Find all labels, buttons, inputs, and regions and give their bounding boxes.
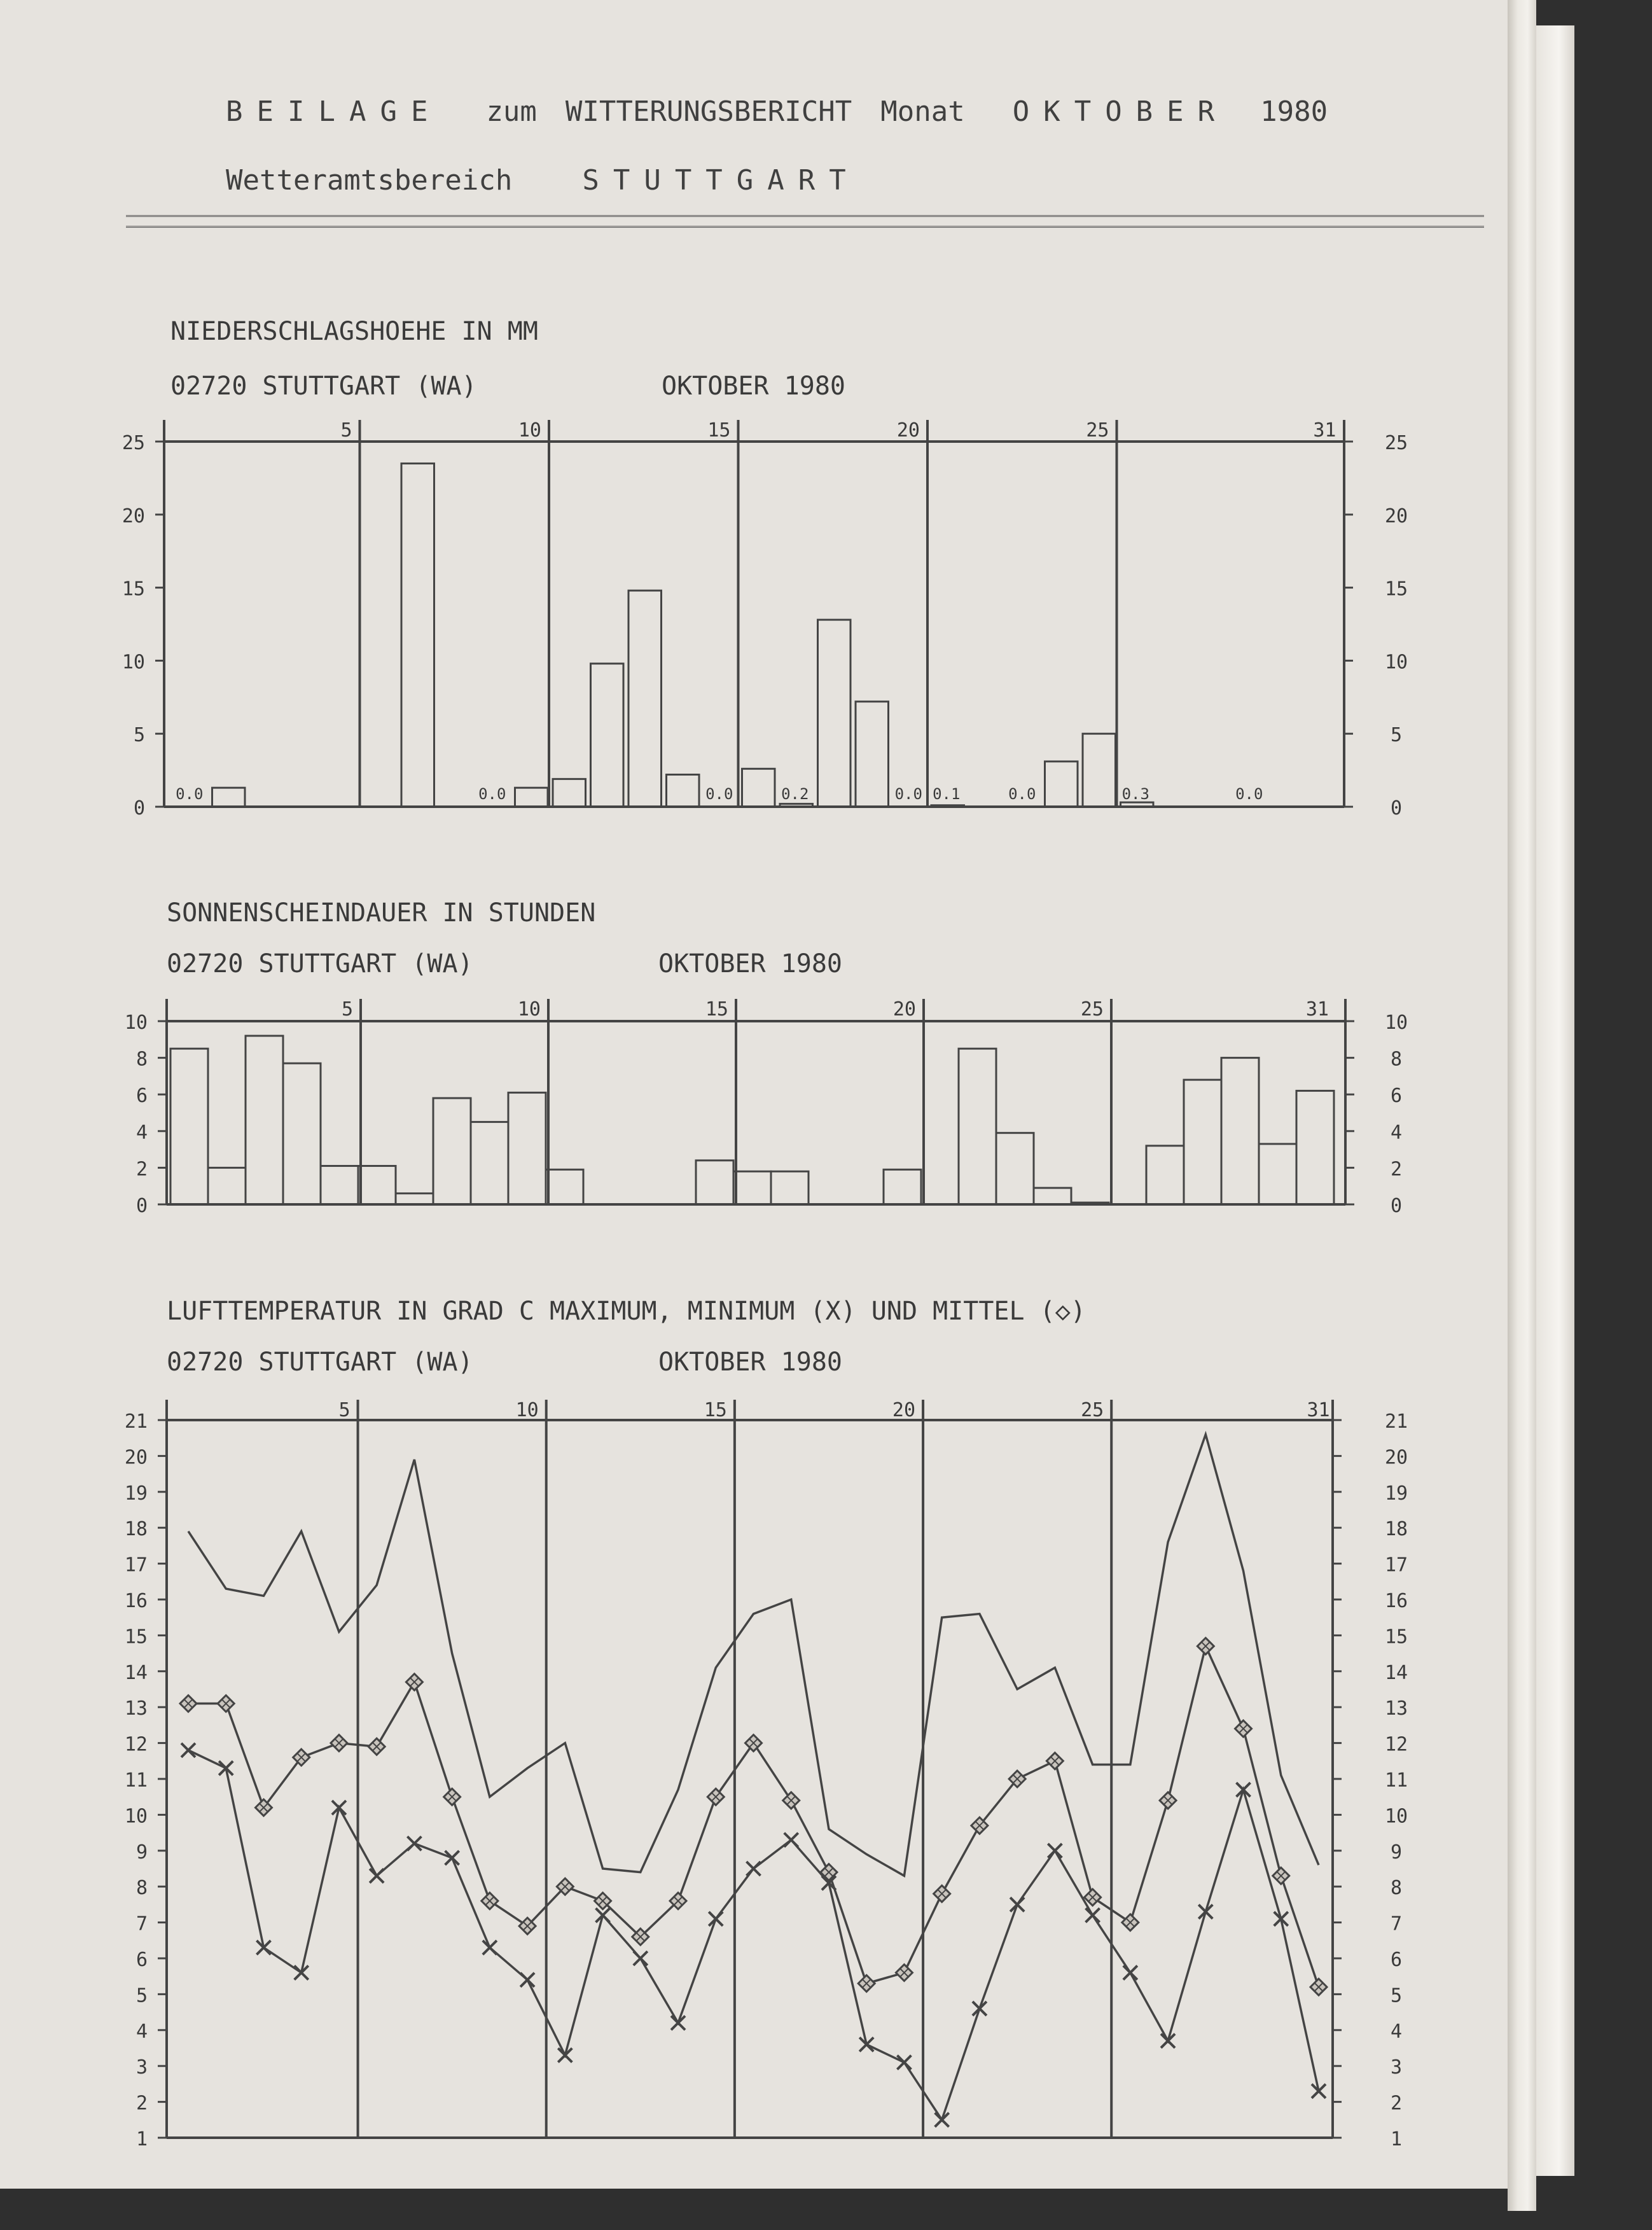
y-tick-label-left: 4 bbox=[135, 2020, 148, 2043]
day-marker-label: 15 bbox=[707, 419, 731, 442]
y-tick-label-right: 10 bbox=[1384, 651, 1408, 674]
sunshine-title: SONNENSCHEINDAUER IN STUNDEN bbox=[167, 898, 596, 928]
sunshine-bar bbox=[170, 1049, 208, 1204]
precipitation-bar bbox=[742, 769, 775, 807]
precipitation-station: 02720 STUTTGART (WA) bbox=[170, 372, 477, 401]
sunshine-bar bbox=[283, 1063, 321, 1204]
precipitation-bar bbox=[1121, 802, 1154, 807]
temperature-minimum-point bbox=[935, 2113, 949, 2127]
sunshine-bar bbox=[1221, 1058, 1259, 1204]
day-marker-label: 31 bbox=[1305, 998, 1329, 1021]
precipitation-bars bbox=[176, 463, 1263, 807]
temperature-minimum-point bbox=[1198, 1905, 1212, 1919]
day-marker-label: 15 bbox=[705, 998, 728, 1021]
sunshine-bar bbox=[696, 1160, 733, 1204]
temperature-title: LUFTTEMPERATUR IN GRAD C MAXIMUM, MINIMUM (X) UND MITTEL (◇) bbox=[167, 1297, 1086, 1326]
y-tick-label-right: 6 bbox=[1390, 1085, 1403, 1108]
day-marker-label: 10 bbox=[515, 1399, 539, 1421]
month-label: OKTOBER bbox=[1012, 95, 1229, 128]
y-tick-label-left: 10 bbox=[124, 1012, 148, 1034]
y-tick-label-left: 5 bbox=[135, 1984, 148, 2007]
beilage-label: BEILAGE bbox=[226, 95, 442, 128]
y-tick-label-right: 15 bbox=[1384, 578, 1408, 601]
y-tick-label-left: 10 bbox=[121, 651, 145, 674]
precipitation-bar bbox=[553, 779, 586, 807]
day-marker-label: 5 bbox=[341, 998, 353, 1021]
y-tick-label-right: 20 bbox=[1384, 1446, 1408, 1469]
day-marker-label: 20 bbox=[896, 419, 920, 442]
y-tick-label-right: 17 bbox=[1384, 1554, 1408, 1577]
precipitation-value-label: 0.0 bbox=[176, 785, 204, 803]
temperature-minimum-point bbox=[1048, 1844, 1062, 1858]
precipitation-value-label: 0.0 bbox=[1008, 785, 1036, 803]
y-tick-label-right: 8 bbox=[1390, 1048, 1403, 1071]
y-tick-label-right: 13 bbox=[1384, 1697, 1408, 1720]
y-tick-label-left: 25 bbox=[121, 432, 145, 454]
y-tick-label-left: 5 bbox=[133, 724, 145, 747]
precipitation-value-label: 0.2 bbox=[781, 785, 809, 803]
sunshine-bar bbox=[959, 1049, 996, 1204]
sunshine-bar bbox=[1184, 1080, 1221, 1204]
y-tick-label-right: 11 bbox=[1384, 1769, 1408, 1792]
y-tick-label-left: 13 bbox=[124, 1697, 148, 1720]
sunshine-bar bbox=[1146, 1146, 1184, 1204]
temperature-minimum-point bbox=[784, 1833, 798, 1847]
precipitation-value-label: 0.0 bbox=[1235, 785, 1263, 803]
temperature-period: OKTOBER 1980 bbox=[658, 1348, 842, 1377]
sunshine-bar bbox=[884, 1169, 921, 1204]
day-marker-label: 5 bbox=[338, 1399, 351, 1421]
y-tick-label-right: 18 bbox=[1384, 1518, 1408, 1541]
y-tick-label-left: 4 bbox=[135, 1121, 148, 1144]
precipitation-bar bbox=[818, 620, 851, 807]
sunshine-bar bbox=[1259, 1144, 1296, 1204]
y-tick-label-left: 19 bbox=[124, 1482, 148, 1505]
y-tick-label-right: 10 bbox=[1384, 1012, 1408, 1034]
y-tick-label-left: 14 bbox=[124, 1661, 148, 1684]
y-tick-label-right: 19 bbox=[1384, 1482, 1408, 1505]
y-tick-label-right: 21 bbox=[1384, 1411, 1408, 1433]
precipitation-value-label: 0.0 bbox=[705, 785, 733, 803]
day-marker-label: 31 bbox=[1307, 1399, 1330, 1421]
temperature-minimum-point bbox=[859, 2037, 873, 2051]
y-tick-label-left: 16 bbox=[124, 1590, 148, 1612]
y-tick-label-right: 9 bbox=[1390, 1841, 1403, 1864]
y-tick-label-left: 9 bbox=[135, 1841, 148, 1864]
temperature-minimum-point bbox=[445, 1851, 459, 1865]
precipitation-bar bbox=[401, 463, 434, 807]
zum-label: zum bbox=[486, 95, 537, 128]
y-tick-label-left: 0 bbox=[133, 797, 145, 819]
city-label: STUTTGART bbox=[582, 164, 860, 197]
temperature-minimum-point bbox=[747, 1862, 761, 1876]
temperature-station: 02720 STUTTGART (WA) bbox=[167, 1348, 473, 1377]
y-tick-label-right: 0 bbox=[1390, 1195, 1403, 1217]
precipitation-bar bbox=[856, 702, 889, 807]
day-marker-label: 15 bbox=[704, 1399, 727, 1421]
precipitation-bar bbox=[667, 774, 700, 807]
sunshine-bar bbox=[433, 1098, 471, 1204]
y-tick-label-right: 10 bbox=[1384, 1805, 1408, 1828]
y-tick-label-right: 1 bbox=[1390, 2128, 1403, 2150]
bereich-label: Wetteramtsbereich bbox=[226, 164, 513, 197]
precipitation-bar bbox=[591, 664, 624, 807]
precipitation-bar bbox=[1045, 762, 1078, 807]
sunshine-frame bbox=[125, 998, 1408, 1217]
sunshine-bar bbox=[546, 1169, 583, 1204]
precipitation-chart bbox=[122, 317, 1408, 819]
temperature-minimum-point bbox=[1237, 1783, 1251, 1797]
day-marker-label: 10 bbox=[518, 419, 541, 442]
y-tick-label-left: 21 bbox=[124, 1411, 148, 1433]
sunshine-chart bbox=[125, 898, 1408, 1217]
sunshine-bars bbox=[170, 1036, 1334, 1204]
y-tick-label-left: 1 bbox=[135, 2128, 148, 2150]
precipitation-bar bbox=[1083, 734, 1116, 807]
y-tick-label-right: 25 bbox=[1384, 432, 1408, 454]
precipitation-frame bbox=[122, 419, 1408, 819]
sunshine-bar bbox=[1071, 1202, 1109, 1204]
temperature-minimum-point bbox=[1123, 1966, 1137, 1980]
temperature-minimum-point bbox=[1010, 1897, 1024, 1911]
precipitation-bar bbox=[515, 788, 548, 807]
day-marker-label: 31 bbox=[1313, 419, 1336, 442]
monat-label: Monat bbox=[880, 95, 965, 128]
precipitation-title: NIEDERSCHLAGSHOEHE IN MM bbox=[170, 317, 538, 346]
y-tick-label-left: 20 bbox=[121, 505, 145, 527]
temperature-minimum-point bbox=[709, 1912, 723, 1926]
precipitation-bar bbox=[780, 804, 813, 807]
book-cover-edge bbox=[1536, 25, 1574, 2176]
y-tick-label-left: 0 bbox=[135, 1195, 148, 1217]
y-tick-label-right: 4 bbox=[1390, 1121, 1403, 1144]
temperature-chart bbox=[125, 1297, 1408, 2150]
y-tick-label-right: 16 bbox=[1384, 1590, 1408, 1612]
temperature-minimum-point bbox=[973, 2002, 987, 2016]
y-tick-label-right: 12 bbox=[1384, 1733, 1408, 1756]
book-page-edge bbox=[1508, 0, 1536, 2211]
y-tick-label-right: 8 bbox=[1390, 1877, 1403, 1900]
precipitation-bar bbox=[628, 590, 662, 807]
temperature-minimum-point bbox=[483, 1941, 497, 1955]
sunshine-bar bbox=[1296, 1091, 1334, 1204]
year-label: 1980 bbox=[1260, 95, 1328, 128]
temperature-minimum-point bbox=[407, 1837, 421, 1851]
y-tick-label-left: 2 bbox=[135, 2092, 148, 2115]
precipitation-bar bbox=[931, 805, 964, 807]
y-tick-label-right: 2 bbox=[1390, 2092, 1403, 2115]
day-marker-label: 20 bbox=[892, 998, 916, 1021]
y-tick-label-left: 11 bbox=[124, 1769, 148, 1792]
day-marker-label: 5 bbox=[340, 419, 352, 442]
y-tick-label-right: 14 bbox=[1384, 1661, 1408, 1684]
temperature-frame bbox=[125, 1399, 1408, 2150]
y-tick-label-right: 6 bbox=[1390, 1949, 1403, 1971]
precipitation-bar bbox=[212, 788, 246, 807]
y-tick-label-left: 2 bbox=[135, 1158, 148, 1181]
y-tick-label-right: 4 bbox=[1390, 2020, 1403, 2043]
precipitation-value-label: 0.3 bbox=[1121, 785, 1149, 803]
sunshine-bar bbox=[1034, 1188, 1071, 1204]
y-tick-label-left: 15 bbox=[124, 1626, 148, 1648]
temperature-minimum-point bbox=[1086, 1908, 1100, 1922]
y-tick-label-right: 5 bbox=[1390, 1984, 1403, 2007]
y-tick-label-right: 15 bbox=[1384, 1626, 1408, 1648]
sunshine-bar bbox=[321, 1166, 358, 1204]
y-tick-label-right: 3 bbox=[1390, 2056, 1403, 2079]
sunshine-bar bbox=[771, 1171, 809, 1204]
sunshine-bar bbox=[396, 1194, 433, 1204]
sunshine-station: 02720 STUTTGART (WA) bbox=[167, 949, 473, 979]
y-tick-label-right: 2 bbox=[1390, 1158, 1403, 1181]
precipitation-value-label: 0.0 bbox=[478, 785, 506, 803]
temperature-minimum-point bbox=[370, 1869, 384, 1883]
y-tick-label-left: 7 bbox=[135, 1913, 148, 1935]
precipitation-period: OKTOBER 1980 bbox=[662, 372, 845, 401]
precipitation-value-label: 0.1 bbox=[933, 785, 961, 803]
precipitation-value-label: 0.0 bbox=[894, 785, 922, 803]
temperature-minimum-point bbox=[181, 1743, 195, 1757]
temperature-lines bbox=[180, 1435, 1327, 2127]
sunshine-period: OKTOBER 1980 bbox=[658, 949, 842, 979]
y-tick-label-left: 12 bbox=[124, 1733, 148, 1756]
sunshine-bar bbox=[208, 1167, 246, 1204]
day-marker-label: 25 bbox=[1086, 419, 1109, 442]
y-tick-label-left: 6 bbox=[135, 1949, 148, 1971]
y-tick-label-left: 20 bbox=[124, 1446, 148, 1469]
temperature-minimum-point bbox=[897, 2056, 911, 2070]
day-marker-label: 20 bbox=[892, 1399, 916, 1421]
y-tick-label-right: 7 bbox=[1390, 1913, 1403, 1935]
sunshine-bar bbox=[508, 1092, 546, 1204]
y-tick-label-left: 15 bbox=[121, 578, 145, 601]
sunshine-bar bbox=[246, 1036, 283, 1204]
y-tick-label-left: 8 bbox=[135, 1877, 148, 1900]
y-tick-label-left: 17 bbox=[124, 1554, 148, 1577]
temperature-minimum-point bbox=[520, 1973, 534, 1987]
sunshine-bar bbox=[996, 1133, 1034, 1204]
day-marker-label: 25 bbox=[1080, 998, 1104, 1021]
sunshine-bar bbox=[733, 1171, 771, 1204]
y-tick-label-left: 8 bbox=[135, 1048, 148, 1071]
temperature-minimum-point bbox=[634, 1951, 648, 1965]
y-tick-label-right: 0 bbox=[1390, 797, 1403, 819]
y-tick-label-left: 3 bbox=[135, 2056, 148, 2079]
y-tick-label-left: 18 bbox=[124, 1518, 148, 1541]
sunshine-bar bbox=[471, 1122, 508, 1204]
y-tick-label-right: 5 bbox=[1390, 724, 1403, 747]
y-tick-label-left: 6 bbox=[135, 1085, 148, 1108]
temperature-minimum-point bbox=[1161, 2034, 1175, 2048]
temperature-minimum-point bbox=[671, 2016, 685, 2030]
y-tick-label-left: 10 bbox=[124, 1805, 148, 1828]
report-label: WITTERUNGSBERICHT bbox=[565, 95, 852, 128]
sunshine-bar bbox=[358, 1166, 396, 1204]
day-marker-label: 25 bbox=[1081, 1399, 1104, 1421]
temperature-minimum-point bbox=[558, 2048, 572, 2062]
day-marker-label: 10 bbox=[517, 998, 541, 1021]
y-tick-label-right: 20 bbox=[1384, 505, 1408, 527]
